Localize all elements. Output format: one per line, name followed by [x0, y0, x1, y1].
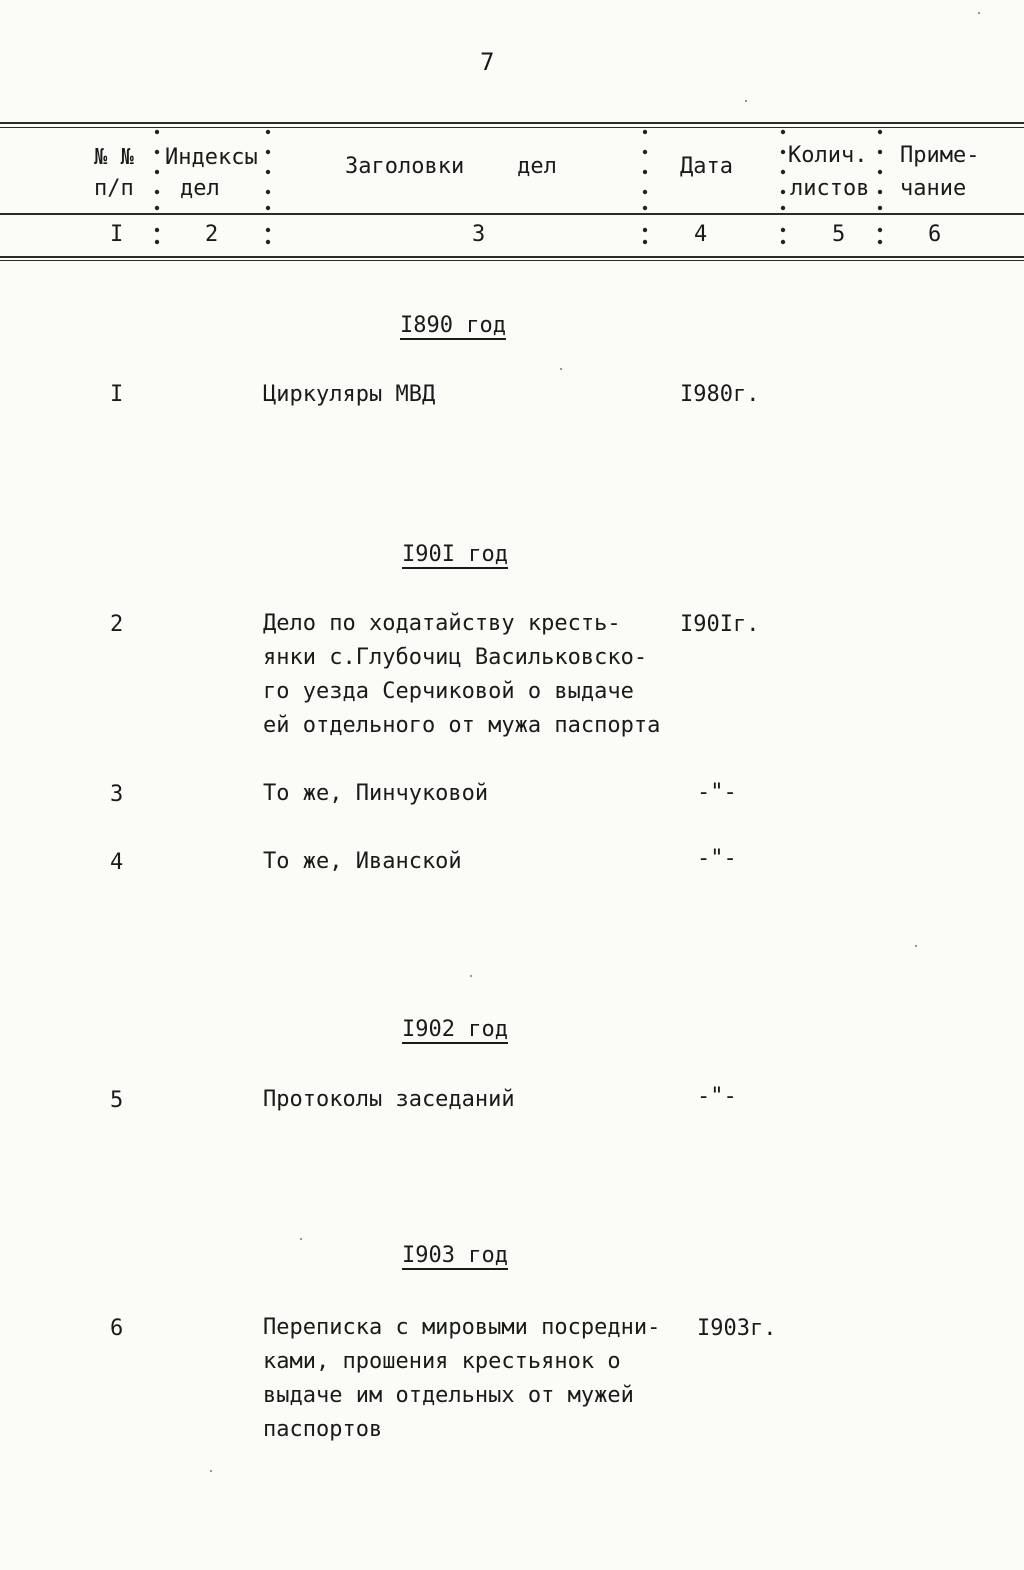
entry-title-line: Переписка с мировыми посредни-: [263, 1315, 661, 1340]
entry-title: [263, 378, 435, 412]
entry-date: I90Iг.: [680, 612, 760, 637]
header-col5-line2: листов: [790, 176, 870, 201]
entry-title-line: выдаче им отдельных от мужей: [263, 1383, 634, 1408]
entry-title-line: Протоколы заседаний: [263, 1087, 515, 1112]
entry-title: [263, 777, 488, 811]
header-col3: Заголовки дел: [345, 154, 557, 179]
paper-speck: [915, 945, 917, 947]
header-bottom-rule: [0, 256, 1024, 258]
entry-title-line: Дело по ходатайству кресть-: [263, 611, 621, 636]
entry-title: [263, 607, 660, 743]
column-number-6: 6: [928, 222, 942, 247]
year-heading-1901: I90I год: [402, 542, 508, 567]
column-number-4: 4: [694, 222, 708, 247]
paper-speck: [745, 100, 747, 102]
header-col6-line2: чание: [900, 176, 967, 201]
header-col5-line1: Колич.: [788, 143, 868, 168]
entry-number: 5: [110, 1088, 124, 1113]
entry-title-line: ей отдельного от мужа паспорта: [263, 713, 661, 738]
header-col1-line1: № №: [94, 145, 134, 170]
paper-speck: [470, 975, 472, 977]
entry-title-line: То же, Иванской: [263, 849, 462, 874]
entry-title: [263, 845, 462, 879]
year-heading-1902: I902 год: [402, 1017, 508, 1042]
entry-number: 3: [110, 782, 124, 807]
entry-date: -"-: [697, 846, 737, 871]
header-bottom-rule-thin: [0, 260, 1024, 261]
entry-title-line: То же, Пинчуковой: [263, 781, 489, 806]
year-heading-1903: I903 год: [402, 1243, 508, 1268]
entry-title-line: го уезда Серчиковой о выдаче: [263, 679, 634, 704]
page-number: 7: [480, 48, 495, 76]
header-col2-line2: дел: [180, 176, 220, 201]
header-col6-line1: Приме-: [900, 143, 980, 168]
header-col2-line1: Индексы: [165, 145, 258, 170]
entry-title-line: паспортов: [263, 1417, 383, 1442]
paper-speck: [300, 1238, 302, 1240]
entry-title: [263, 1083, 515, 1117]
paper-speck: [978, 12, 980, 14]
column-number-3: 3: [472, 222, 486, 247]
header-col1-line2: п/п: [94, 176, 134, 201]
column-number-2: 2: [205, 222, 219, 247]
column-number-1: I: [110, 222, 124, 247]
entry-number: I: [110, 382, 124, 407]
entry-date: I903г.: [697, 1316, 777, 1341]
entry-date: I980г.: [680, 382, 760, 407]
entry-title: [263, 1311, 660, 1447]
header-col4: Дата: [680, 154, 733, 179]
entry-title-line: Циркуляры МВД: [263, 382, 436, 407]
paper-speck: [560, 368, 562, 370]
entry-title-line: янки с.Глубочиц Васильковско-: [263, 645, 648, 670]
entry-date: -"-: [697, 1084, 737, 1109]
paper-speck: [210, 1470, 212, 1472]
column-number-5: 5: [832, 222, 846, 247]
header-column-separators: [0, 124, 1024, 214]
year-heading-1890: I890 год: [400, 313, 506, 338]
entry-number: 4: [110, 850, 124, 875]
entry-number: 2: [110, 612, 124, 637]
entry-date: -"-: [697, 780, 737, 805]
column-number-separators: [0, 222, 1024, 252]
entry-number: 6: [110, 1316, 124, 1341]
entry-title-line: ками, прошения крестьянок о: [263, 1349, 621, 1374]
